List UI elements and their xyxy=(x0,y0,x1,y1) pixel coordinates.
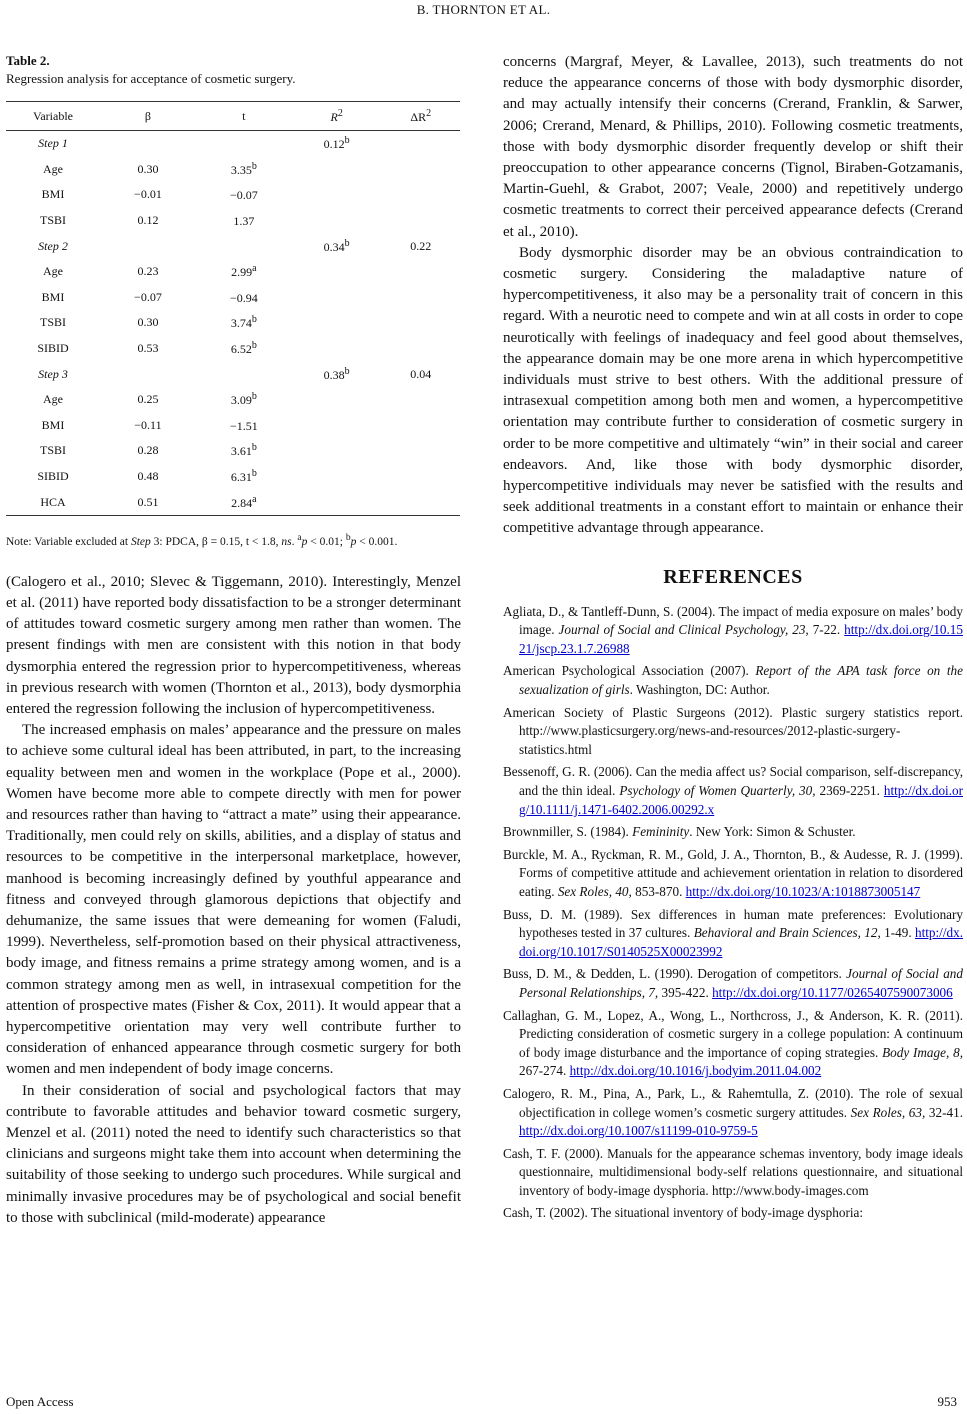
t-cell: −0.07 xyxy=(229,188,258,203)
doi-link[interactable]: http://dx.doi.org/10.1017/S0140525X00023992 xyxy=(519,925,963,959)
right-column xyxy=(503,52,963,1227)
r2-cell xyxy=(292,489,382,515)
table-row xyxy=(6,464,460,490)
beta-cell: 0.51 xyxy=(100,489,196,515)
note-p-2: p xyxy=(350,535,357,548)
step-label: Step 2 xyxy=(38,238,68,253)
doi-link[interactable]: http://dx.doi.org/10.1177/0265407590073006 xyxy=(712,984,953,1000)
table-row xyxy=(6,182,460,208)
left-column xyxy=(6,52,461,1229)
variable-cell: TSBI xyxy=(39,213,66,228)
r2-cell xyxy=(292,336,382,362)
delta-r2-cell xyxy=(382,489,460,515)
footer-journal: Open Access xyxy=(6,1394,74,1409)
r2-cell xyxy=(292,387,382,413)
t-cell: 2.84$^a$ xyxy=(196,489,292,515)
table-caption: Regression analysis for acceptance of cosmetic surgery. xyxy=(6,71,296,86)
r2-cell xyxy=(292,285,382,311)
table-row xyxy=(6,387,460,413)
delta-r2-cell xyxy=(382,208,460,234)
note-p-1: p xyxy=(301,535,308,548)
body-paragraph: In their consideration of social and psychological factors that may contribute to favorable attitudes and behavior toward cosmetic surgery, Menzel et al. (2011) noted the need to identify such characteristics so that clinicians and surgeons might take them into account when determining the suitability of those seeking to undergo such procedures. While surgical and minimally invasive procedures may be of psychological and social benefit to those with subclinical (mild-moderate) appearance xyxy=(6,1082,461,1226)
variable-cell: BMI xyxy=(41,289,65,304)
r2-cell xyxy=(292,157,382,183)
doi-link[interactable]: http://dx.doi.org/10.1521/jscp.23.1.7.26988 xyxy=(519,622,963,656)
reference-item: Buss, D. M., & Dedden, L. (1990). Derogation of competitors. Journal of Social and Personal Relationships, 7, 395-422. http://dx.doi.org/10.1177/0265407590073006 xyxy=(503,966,963,1000)
table-row xyxy=(6,413,460,439)
header-beta: β xyxy=(100,102,196,131)
note-text-4: < 0.01; xyxy=(307,535,346,548)
variable-cell: SIBID xyxy=(37,469,69,484)
beta-cell: 0.48 xyxy=(137,469,159,484)
r2-cell: 0.38$^b$ xyxy=(323,365,350,382)
r2-cell xyxy=(292,438,382,464)
beta-cell: 0.25 xyxy=(137,392,159,407)
variable-cell: BMI xyxy=(41,187,65,202)
note-sup-b: b xyxy=(345,531,351,543)
note-text-5: < 0.001. xyxy=(356,535,398,548)
delta-r2-cell xyxy=(382,157,460,183)
r2-cell xyxy=(292,182,382,208)
doi-link[interactable]: http://dx.doi.org/10.1007/s11199-010-9759-5 xyxy=(519,1123,758,1139)
header-t: t xyxy=(196,102,292,131)
t-cell: −0.94 xyxy=(229,290,258,305)
delta-r2-cell xyxy=(382,413,460,439)
step-label: Step 3 xyxy=(38,366,68,381)
table-note xyxy=(6,530,461,550)
table-row xyxy=(6,438,460,464)
delta-r2-cell xyxy=(382,438,460,464)
beta-cell: 0.30 xyxy=(137,161,159,176)
t-cell: 3.35$^b$ xyxy=(230,160,257,177)
header-delta-r2: $\Delta R^2$ xyxy=(382,102,460,131)
variable-cell: Age xyxy=(43,264,63,279)
reference-item: American Psychological Association (2007). Report of the APA task force on the sexualization of girls. Washington, DC: Author. xyxy=(503,663,963,698)
r2-cell xyxy=(292,259,382,285)
t-cell: 3.09$^b$ xyxy=(230,391,257,408)
variable-cell: HCA xyxy=(6,489,100,515)
t-cell: 6.31$^b$ xyxy=(230,468,257,485)
r2-cell: 0.34$^b$ xyxy=(323,237,350,254)
note-text-3: . xyxy=(291,535,298,548)
delta-r2-cell xyxy=(382,182,460,208)
doi-link[interactable]: http://dx.doi.org/10.1023/A:1018873005147 xyxy=(685,883,921,899)
reference-item: Cash, T. F. (2000). Manuals for the appearance schemas inventory, body image ideals questionnaire, multidimensional body-self relations questionnaire, and situational inventory of body-image dysphoria. http://www.body-images.com xyxy=(503,1145,963,1198)
reference-item: Buss, D. M. (1989). Sex differences in human mate preferences: Evolutionary hypotheses tested in 37 cultures. Behavioral and Brain Sciences, 12, 1-49. http://dx.doi.org/10.1017/S0140525X00023992 xyxy=(503,906,963,959)
beta-cell: −0.11 xyxy=(134,417,162,432)
reference-item: Calogero, R. M., Pina, A., Park, L., & Rahemtulla, Z. (2010). The role of sexual objectification in college women’s cosmetic surgery attitudes. Sex Roles, 63, 32-41. http://dx.doi.org/10.1007/s11199-010-9759-5 xyxy=(503,1085,963,1139)
table-row xyxy=(6,336,460,362)
note-ns: ns xyxy=(281,535,292,548)
delta-r2-cell xyxy=(382,310,460,336)
beta-cell: 0.23 xyxy=(137,264,159,279)
body-paragraph: Body dysmorphic disorder may be an obvious contraindication to cosmetic surgery. Considering the maladaptive nature of hypercompetitiveness, it also may be a personality trait of concern in this regard. With a neurotic need to compete and win at all costs in order to cope neurotically with feelings of inadequacy and feel good about themselves, the appearance domain may be one more arena in which hypercompetitive individuals must strive to best others. With the additional pressure of intrasexual competition among both men and women, a hypercompetitive orientation may contribute further to consideration of cosmetic surgery in order to be more competitive and ultimately “win” in their social and career endeavors. And, like those with body dysmorphic disorder, hypercompetitive individuals may never be satisfied with the results and seek additional treatments in a constant effort to maintain or enhance their competitive advantage through appearance. xyxy=(503,244,963,537)
table-row xyxy=(6,259,460,285)
t-cell xyxy=(196,131,292,157)
beta-cell: −0.01 xyxy=(134,187,162,202)
table-row xyxy=(6,233,460,259)
reference-item: Cash, T. (2002). The situational inventory of body-image dysphoria: xyxy=(503,1205,864,1221)
regression-table xyxy=(6,101,460,516)
header-variable: Variable xyxy=(6,102,100,131)
variable-cell: TSBI xyxy=(39,315,66,330)
table-row xyxy=(6,157,460,183)
variable-cell: SIBID xyxy=(37,341,69,356)
header-r2: $R^2$ xyxy=(292,102,382,131)
table-row xyxy=(6,285,460,311)
t-cell xyxy=(196,361,292,387)
note-sup-a: a xyxy=(297,531,302,543)
beta-cell xyxy=(100,361,196,387)
t-cell xyxy=(196,233,292,259)
table-row xyxy=(6,489,460,515)
delta-r2-cell xyxy=(382,464,460,490)
reference-list xyxy=(503,603,963,1223)
t-cell: 2.99$^a$ xyxy=(231,263,257,280)
r2-cell xyxy=(292,413,382,439)
delta-r2-cell: 0.04 xyxy=(410,366,432,381)
reference-item: Burckle, M. A., Ryckman, R. M., Gold, J. A., Thornton, B., & Audesse, R. J. (1999). Forms of competitive attitude and achievement orientation in relation to disordered eating. Sex Roles, 40, 853-870. http://dx.doi.org/10.1023/A:1018873005147 xyxy=(503,846,963,899)
t-cell: 3.74$^b$ xyxy=(230,314,257,331)
table-header-row xyxy=(6,102,460,131)
t-cell: 1.37 xyxy=(233,214,255,229)
reference-item: American Society of Plastic Surgeons (2012). Plastic surgery statistics report. http://www.plasticsurgery.org/news-and-resources/2012-plastic-surgery-statistics.html xyxy=(503,704,963,757)
body-paragraph: (Calogero et al., 2010; Slevec & Tiggemann, 2010). Interestingly, Menzel et al. (2011) have reported body dissatisfaction to be a stronger determinant of attitudes toward cosmetic surgery among men rather than women. The present findings with men are consistent with this notion in that body dysmorphia entered the regression prior to hypercompetitiveness, whereas in previous research with women (Thornton et al., 2013), body dysmorphia entered the regression following the inclusion of hypercompetitiveness. xyxy=(6,573,461,717)
beta-cell: 0.53 xyxy=(137,341,159,356)
r2-cell: 0.12$^b$ xyxy=(323,135,350,152)
variable-cell: Age xyxy=(43,392,63,407)
note-text-1: Note: Variable excluded at xyxy=(6,535,131,548)
variable-cell: TSBI xyxy=(39,443,66,458)
beta-cell xyxy=(100,131,196,157)
doi-link[interactable]: http://dx.doi.org/10.1016/j.bodyim.2011.04.002 xyxy=(569,1063,822,1079)
table-row xyxy=(6,310,460,336)
t-cell: −1.51 xyxy=(229,418,258,433)
note-text-2: 3: PDCA, β = 0.15, t < 1.8, xyxy=(150,535,282,548)
running-header: B. THORNTON ET AL. xyxy=(416,2,551,17)
variable-cell: Age xyxy=(43,161,63,176)
delta-r2-cell xyxy=(382,131,460,157)
page-number: 953 xyxy=(937,1394,957,1409)
table-row xyxy=(6,208,460,234)
reference-item: Agliata, D., & Tantleff-Dunn, S. (2004). The impact of media exposure on males’ body image. Journal of Social and Clinical Psychology, 23, 7-22. http://dx.doi.org/10.1521/jscp.23.1.7.26988 xyxy=(503,603,963,656)
table-row xyxy=(6,361,460,387)
note-step: Step xyxy=(130,535,151,548)
reference-item: Brownmiller, S. (1984). Femininity. New York: Simon & Schuster. xyxy=(503,824,856,840)
delta-r2-cell xyxy=(382,285,460,311)
table-title: Table 2. xyxy=(6,53,50,68)
r2-cell xyxy=(292,208,382,234)
body-paragraph: The increased emphasis on males’ appearance and the pressure on males to achieve some cultural ideal has been attributed, in part, to the increasing equality between men and women in the workplace (Pope et al., 2000). Women have become more able to compete directly with men for power and resources rather than having to “attract a mate” using their appearance. Traditionally, men could rely on skills, abilities, and a display of status and resources to be competitive in the interpersonal marketplace, however, manhood is becoming increasingly defined by youthful appearance and fitness and conveyed through glamorous depictions that objectify and dehumanize, the same issues that were demeaning for women (Faludi, 1999). Nevertheless, self-promotion based on their physical attractiveness, body image, and fitness remains a prime strategy among women, and is a common strategy among men as well, in intrasexual competition for the attention of prospective mates (Fisher & Cox, 2011). It would appear that a hypercompetitive orientation may very well contribute further to consideration of enhanced appearance through cosmetic surgery for both women and men independent of body image concerns. xyxy=(6,722,461,1078)
reference-item: Bessenoff, G. R. (2006). Can the media affect us? Social comparison, self-discrepancy, and the thin ideal. Psychology of Women Quarterly, 30, 2369-2251. http://dx.doi.org/10.1111/j.1471-6402.2006.00292.x xyxy=(503,764,963,817)
delta-r2-cell xyxy=(382,336,460,362)
beta-cell: 0.12 xyxy=(137,213,159,228)
header-r2-label: R xyxy=(330,109,338,124)
header-delta-r2-label: ΔR xyxy=(410,109,427,124)
doi-link[interactable]: http://dx.doi.org/10.1111/j.1471-6402.2006.00292.x xyxy=(519,783,963,817)
reference-item: Callaghan, G. M., Lopez, A., Wong, L., Northcross, J., & Anderson, K. R. (2011). Predicting consideration of cosmetic surgery in a college population: A continuum of body image disturbance and the importance of coping strategies. Body Image, 8, 267-274. http://dx.doi.org/10.1016/j.bodyim.2011.04.002 xyxy=(503,1007,963,1079)
delta-r2-cell xyxy=(382,259,460,285)
r2-cell xyxy=(292,464,382,490)
t-cell: 6.52$^b$ xyxy=(230,340,257,357)
delta-r2-cell xyxy=(382,387,460,413)
beta-cell: 0.30 xyxy=(137,315,159,330)
table-body xyxy=(6,131,460,516)
beta-cell: −0.07 xyxy=(134,289,162,304)
beta-cell xyxy=(100,233,196,259)
t-cell: 3.61$^b$ xyxy=(230,442,257,459)
beta-cell: 0.28 xyxy=(137,443,159,458)
body-paragraph: concerns (Margraf, Meyer, & Lavallee, 2013), such treatments do not reduce the appearance concerns of those with body dysmorphic disorder, and may actually intensify their concerns (Crerand, Franklin, & Sarwer, 2006; Crerand, Menard, & Phillips, 2010). Following cosmetic treatments, those with body dysmorphic disorder frequently develop or shift their preoccupation to other appearance concerns (Tignol, Biraben-Gotzamanis, Martin-Guehl, & Grabot, 2007; Veale, 2000) and repetitively undergo cosmetic treatments to correct their perceived appearance defects (Crerand et al., 2010). xyxy=(503,54,963,240)
references-heading: REFERENCES xyxy=(663,565,803,588)
variable-cell: BMI xyxy=(41,417,65,432)
step-label: Step 1 xyxy=(38,136,68,151)
table-row xyxy=(6,131,460,157)
delta-r2-cell: 0.22 xyxy=(410,238,432,253)
r2-cell xyxy=(292,310,382,336)
